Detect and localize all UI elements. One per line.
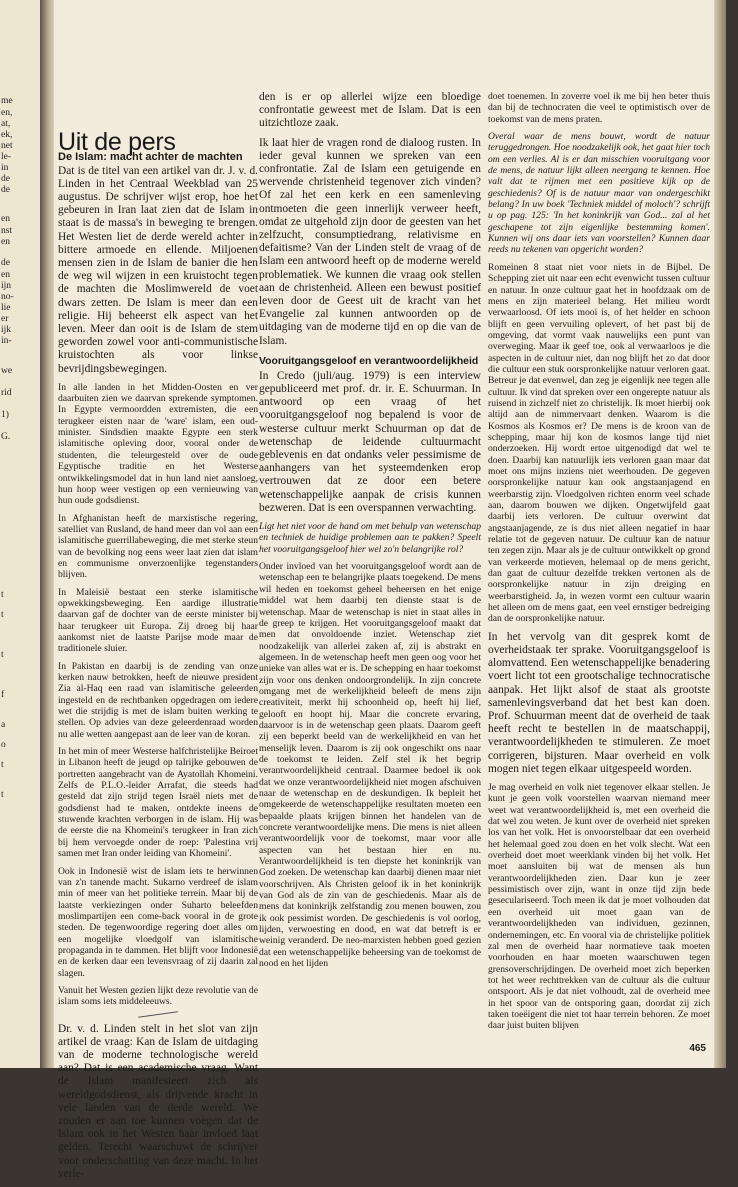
interview-question: Ligt het niet voor de hand om met behulp van wetenschap en techniek de huidige problemen aan te pakken? Speelt het vooruitgangsgeloof hier wel zo'n belangrijke rol? xyxy=(259,521,481,555)
previous-page-fragment: net xyxy=(1,141,13,151)
interview-answer: Onder invloed van het vooruitgangsgeloof wordt aan de wetenschap een te belangrijke plaats toegekend. De mens wil heden en toekomst geheel beheersen en het enige middel wat hem daarbij ten dienste staat is de wetenschap. Maar de wetenschap is niet in staat alles in de greep te krijgen. Het vooruitgangsgeloof maakt dat men dat onvoldoende inziet. Wetenschap ziet noodzakelijk van allerlei zaken af, zij is abstrakt en algemeen. In de wetenschap heeft men geen oog voor het unieke van alles wat er is. De schepping en haar toekomst zijn voor ons denken ondoorgrondelijk. In zijn concrete omgang met de werkelijkheid beleeft de mens zijn creativiteit, merkt hij schoonheid op, heeft hij lief, gelooft en hoopt hij. Maar die concrete ervaring, daarvoor is in de wetenschap geen plaats. Daarom geeft zij een beperkt beeld van de werkelijkheid en van het menselijk leven. Daarom is zij ook ongeschikt ons naar de toekomst te leiden. Zelf stel ik het begrip verantwoordelijkheid centraal. Daarmee bedoel ik ook dat we onze verantwoordelijkheid niet mogen afschuiven naar de wetenschap en de deskundigen. Ik bepleit het omgekeerde de wetenschappelijke resultaten moeten een bepaalde plaats krijgen binnen het handelen van de concrete verantwoordelijke mens. Die mens is niet alleen verantwoordelijk voor de toekomst, maar voor alle aspecten van het bestaan hier en nu. Verantwoordelijkheid is ten diepste het koninkrijk van God zoeken. De wetenschap kan daarbij dienen maar niet voorschrijven. Als Christen geloof ik in het koninkrijk van God als de zin van de geschiedenis. Maar als de mens dat koninkrijk zelfstandig zou menen bouwen, zou ik ook pessimist worden. De geschiedenis is vol oorlog, lijden, verwoesting en dood, en wat dat betreft is er weinig veranderd. De neo-marxisten hebben goed gezien dat een wetenschappelijke beheersing van de toekomst de nood en het lijden xyxy=(259,561,481,970)
previous-page-fragment: at, xyxy=(1,119,11,129)
paragraph: In het min of meer Westerse halfchristelijke Beiroet in Libanon heeft de jeugd op talrijke gebouwen de portretten aangebracht van de Ayatollah Khomeini. Zelfs de P.L.O.-leider Arrafat, die steeds had gesteld dat zijn strijd tegen Israël niets met de godsdienst had te maken, ontdekte ineens de stuwende krachten verborgen in de islam. Hij was de eerste die na Khomeini's terugkeer in Iran zich bij hem vervoegde onder de roep: 'Palestina vrij samen met Iran onder leiding van Khomeini'. xyxy=(58,746,258,860)
column-1 xyxy=(58,151,258,1187)
previous-page-fragment: rid xyxy=(1,388,12,398)
previous-page-edge xyxy=(0,0,42,1068)
section-title: Uit de pers xyxy=(58,128,176,156)
previous-page-fragment: en, xyxy=(1,108,13,118)
separator-stroke xyxy=(138,1011,178,1018)
page-edge-shadow xyxy=(714,0,726,1068)
previous-page-fragment: in xyxy=(1,163,9,173)
previous-page-fragment: ijk xyxy=(1,325,12,335)
previous-page-fragment: en xyxy=(1,237,10,247)
paragraph: In Afghanistan heeft de marxistische regering, satelliet van Rusland, de hand meer dan vol aan een islamitische guerrillabeweging, die met sterke steun van de bevolking nog eens weer laat zien dat islam en communisme onverzoenlijke tegenstanders blijven. xyxy=(58,512,258,581)
previous-page-fragment: o xyxy=(1,740,6,750)
previous-page-fragment: a xyxy=(1,720,6,730)
previous-page-fragment: me xyxy=(1,96,13,106)
previous-page-fragment: in- xyxy=(1,336,12,346)
previous-page-fragment: en xyxy=(1,270,10,280)
previous-page-fragment: t xyxy=(1,650,4,660)
subhead-vooruitgang: Vooruitgangsgeloof en verantwoordelijkheid xyxy=(259,355,479,367)
previous-page-fragment: f xyxy=(1,690,5,700)
magazine-page xyxy=(54,0,726,1180)
paragraph: In alle landen in het Midden-Oosten en ver daarbuiten zien we daarvan sprekende symptomen. In Egypte vermoordden extremisten, die een terugkeer eisten naar de 'ware' islam, een oud-minister. Sindsdien maakte Egypte een sterk islamitische opleving door, vooral onder de studenten, die teleurgesteld over de oude Egyptische traditie en het Westerse ontwikkelingsmodel dat in hun land niet aansloeg, hun hoop weer vestigen op een vernieuwing van hun oude godsdienst. xyxy=(58,381,258,507)
lead-paragraph-3: den is er op allerlei wijze een bloedige confrontatie geweest met de Islam. Dat is een uitzichtloze zaak. xyxy=(259,91,481,130)
paragraph: In Pakistan en daarbij is de zending van onze kerken nauw betrokken, heeft de nieuwe president Zia al-Haq een raad van islamitische geleerden ingesteld en de rechtbanken opgedragen om iedere wet die strijdig is met de islam buiten werking te stellen. Op advies van deze geleerdenraad worden nu alle wetten aangepast aan de leer van de koran. xyxy=(58,660,258,740)
previous-page-fragment: le- xyxy=(1,152,12,162)
previous-page-fragment: lie xyxy=(1,303,11,313)
subhead-islam: De Islam: macht achter de machten xyxy=(58,151,243,163)
previous-page-fragment: er xyxy=(1,314,9,324)
previous-page-fragment: t xyxy=(1,790,4,800)
previous-page-fragment: en xyxy=(1,214,10,224)
previous-page-fragment: de xyxy=(1,258,10,268)
page-number: 465 xyxy=(689,1043,706,1054)
column-3 xyxy=(488,91,710,1038)
previous-page-fragment: we xyxy=(1,366,13,376)
paragraph: Vanuit het Westen gezien lijkt deze revolutie van de islam soms iets middeleeuws. xyxy=(58,984,258,1008)
previous-page-fragment: de xyxy=(1,174,10,184)
paragraph: Ook in Indonesië wist de islam iets te herwinnen van z'n tanende macht. Sukarno verdreef de islam min of meer van het politieke terrein. Maar bij de laatste verkiezingen onder Suharto beleefden moslimpartijen een come-back vooral in de grote steden. De tegenwoordige regering doet alles om een mogelijke vloedgolf van islamitische propaganda in te dammen. Het blijft voor Indonesië en de kerken daar een levensvraag of zij daarin zal slagen. xyxy=(58,865,258,979)
paragraph: In Maleisië bestaat een sterke islamitische opwekkingsbeweging. Een aardige illustratie daarvan gaf de dochter van de eerste minister bij haar terugkeer uit Europa. Zij droeg bij haar aankomst niet de laatste Parijse mode maar de traditionele sluier. xyxy=(58,586,258,655)
interview-answer: Romeinen 8 staat niet voor niets in de Bijbel. De Schepping ziet uit naar een echt evenwicht tussen cultuur en natuur. In onze cultuur gaat het in hoofdzaak om de mens en zijn materieel belang. Het milieu wordt verwaarloosd. Of iets mooi is, of het helder en schoon blijft en geen vervuiling oplevert, of het past bij de omgeving, dat vormt vaak nauwelijks een punt van overweging. Maar ik geef toe, ook al verwaarloos je die aspecten in de cultuur niet, dan nog blijft het zo dat door die cultuur een stuk oorspronkelijke natuur verloren gaat. Betreur je dat evenwel, dan zeg je eigenlijk nee tegen alle cultuur. Ik vind dat spreken over een ongerepte natuur als ruisend in zichzelf niet zo christelijk. Ik moet hierbij ook altijd aan de nimmervaart denken. Waarom is die Kosmos als Kosmos er? De mens is de kroon van de schepping, maar hij kon de kosmos lange tijd niet onderzoeken. Hij wordt ertoe uitgenodigd dat wel te doen. Daarbij kan natuurlijk iets verloren gaan maar dat moet ons mijns inziens niet weerhouden. De gegeven oorspronkelijke natuur kan ook angstaanjagend en weerbarstig zijn. Vloedgolven richten enorm veel schade aan, daarom bouwen we dijken. Ongetwijfeld gaat daarbij iets verloren. De cultuur overwint dat angstaanjagende, ze is dus niet alleen negatief in haar relatie tot de gegeven natuur. De cultuur kan de natuur ten zegen zijn. Maar als je de cultuur ontwikkelt op grond van verkeerde motieven, helemaal op de mens gericht, dan gaat de cultuur dezelfde trekken vertonen als de oorspronkelijke natuur in zijn dreiging en weerbarstigheid. Ja, in wezen vormt een cultuur waarin het alleen om de mens gaat, een veel ernstiger bedreiging dan de oorspronkelijke natuur. xyxy=(488,261,710,625)
previous-page-fragment: no- xyxy=(1,292,14,302)
previous-page-fragment: de xyxy=(1,185,10,195)
column-2 xyxy=(259,91,481,976)
lead-paragraph-4: Ik laat hier de vragen rond de dialoog rusten. In ieder geval kunnen we spreken van een confrontatie. Zal de Islam een getuigende en wervende christenheid tegenover zich vinden? Of zal het een kerk en een samenleving ontmoeten die geen innerlijk verweer heeft, omdat ze uitgehold zijn door de geesten van het zelfzucht, consumptiedrang, relativisme en defaitisme? Van der Linden stelt de vraag of de Islam een antwoord heeft op de moderne wereld problematiek. We kunnen die vraag ook stellen aan de christenheid. Alleen een bewust positief leven door de Geest uit de kracht van het Evangelie zal kunnen antwoorden op de uitdaging van de moderne tijd en op die van de Islam. xyxy=(259,136,481,347)
previous-page-fragment: nst xyxy=(1,226,13,236)
previous-page-fragment: 1) xyxy=(1,410,9,420)
lead-paragraph-1: Dat is de titel van een artikel van dr. J. v. d. Linden in het Centraal Weekblad van 25 augustus. De schrijver wijst erop, hoe het gebeuren in Iran laat zien dat de Islam in staat is de massa's in beweging te brengen. Het Westen liet de derde wereld achter in bittere armoede en ellende. Miljoenen mensen zien in de Islam de banier die hen de weg wil wijzen in een kruistocht tegen de machten die Moslimwereld de voet dwars zetten. De Islam is meer dan een religie. Hij beheerst elk aspect van het leven. Meer dan ooit is de Islam de stem geworden zowel voor anti-communistische kruistochten als voor linkse bevrijdingsbewegingen. xyxy=(58,164,258,375)
interview-answer-continued: doet toenemen. In zoverre voel ik me bij hen beter thuis dan bij de technocraten die veel te optimistisch over de toekomst van de mens praten. xyxy=(488,91,710,125)
lead-paragraph-5: In Credo (juli/aug. 1979) is een interview gepubliceerd met prof. dr. ir. E. Schuurman. In antwoord op een vraag of het vooruitgangsgeloof nog bepalend is voor de westerse cultuur merkt Schuurman op dat de wetenschap de leidende cultuurmacht geblevenis en dat ondanks veler pessimisme de aanhangers van het systeemdenken erop vertrouwen dat ze door een betere wetenschappelijke aanpak de crisis kunnen bezweren. Dat is een overspannen verwachting. xyxy=(259,369,481,514)
previous-page-fragment: ek, xyxy=(1,130,13,140)
lead-paragraph-6: In het vervolg van dit gesprek komt de overheidstaak ter sprake. Vooruitgangsgeloof is alomvattend. Een wetenschappelijke benadering voert licht tot een grootschalige technocratische aanpak. Het lijkt alsof de staat als grootste samenlevingsverband dat het best kan doen. Prof. Schuurman meent dat de overheid de taak heeft recht te bestellen in de maatschappij, verantwoordelijkheden te stimuleren. Ze moet corrigeren, bijsturen. Maar overheid en volk mogen niet tegen elkaar uitgespeeld worden. xyxy=(488,630,710,775)
lead-paragraph-2: Dr. v. d. Linden stelt in het slot van zijn artikel de vraag: Kan de Islam de uitdaging van de moderne technologische wereld aan? Dat is een academische vraag. Want de Islam manifesteert zich als wereldgodsdienst, als drijvende kracht in vele landen van de derde wereld. We zouden er aan toe kunnen voegen dat de Islam ook in het Westen haar invloed laat gelden. Terecht waarschuwt de schrijver voor onderschatting van deze macht. In het verle- xyxy=(58,1022,258,1180)
previous-page-fragment: t xyxy=(1,590,4,600)
interview-answer: Je mag overheid en volk niet tegenover elkaar stellen. Je kunt je geen volk voorstellen waarvan niemand meer weet wat verantwoordelijkheid is, met een overheid die dat wel zou weten. Je kunt over de overheid niet spreken los van het volk. Het is onvoorstelbaar dat een overheid het helemaal goed zou doen en het volk slecht. Wat een overheid doet moet weerklank vinden bij het volk. Het moet aansluiten bij wat de mensen als hun verantwoordelijkheden zien. Daar kun je zeer pessimistisch over zijn, want in onze tijd zijn bede geseculariseerd. Toch meen ik dat je moet volhouden dat een overheid uit moet gaan van de verantwoordelijkheden van individuen, gezinnen, ondernemingen, etc. En vooral via de christelijke politiek zal men de overheid haar normatieve taak moeten voorhouden en haar moeten waarschuwen tegen grensoverschrijdingen. De overheid moet zich beperken tot het weer rechttrekken van de cultuur als die cultuur ontspoort. Als je dat niet volhoudt, zal de overheid mee in het spoor van de ontsporing gaan, doordat zij zich taken toeëigent die niet tot haar terrein behoren. Ze moet daar juist buiten blijven xyxy=(488,782,710,1032)
previous-page-fragment: G. xyxy=(1,432,11,442)
book-gutter xyxy=(40,0,54,1068)
previous-page-fragment: t xyxy=(1,760,4,770)
previous-page-fragment: t xyxy=(1,610,4,620)
interview-question: Overal waar de mens bouwt, wordt de natuur teruggedrongen. Hoe noodzakelijk ook, het gaat hier toch om een verlies. Al is er dan misschien vooruitgang voor de mens, de natuur lijkt alleen neergang te kennen. Hoe valt dat te rijmen met een positieve kijk op de geschiedenis? Of is de natuur maar van ondergeschikt belang? In uw boek 'Techniek middel of moloch'? schrijft u op pag. 125: 'In het koninkrijk van God... zal al het geschapene tot zijn eigenlijke bestemming komen'. Kunnen wij ons daar iets van voorstellen? Kunnen daar reeds nu tekenen van opgericht worden? xyxy=(488,131,710,256)
previous-page-fragment: ijn xyxy=(1,281,12,291)
